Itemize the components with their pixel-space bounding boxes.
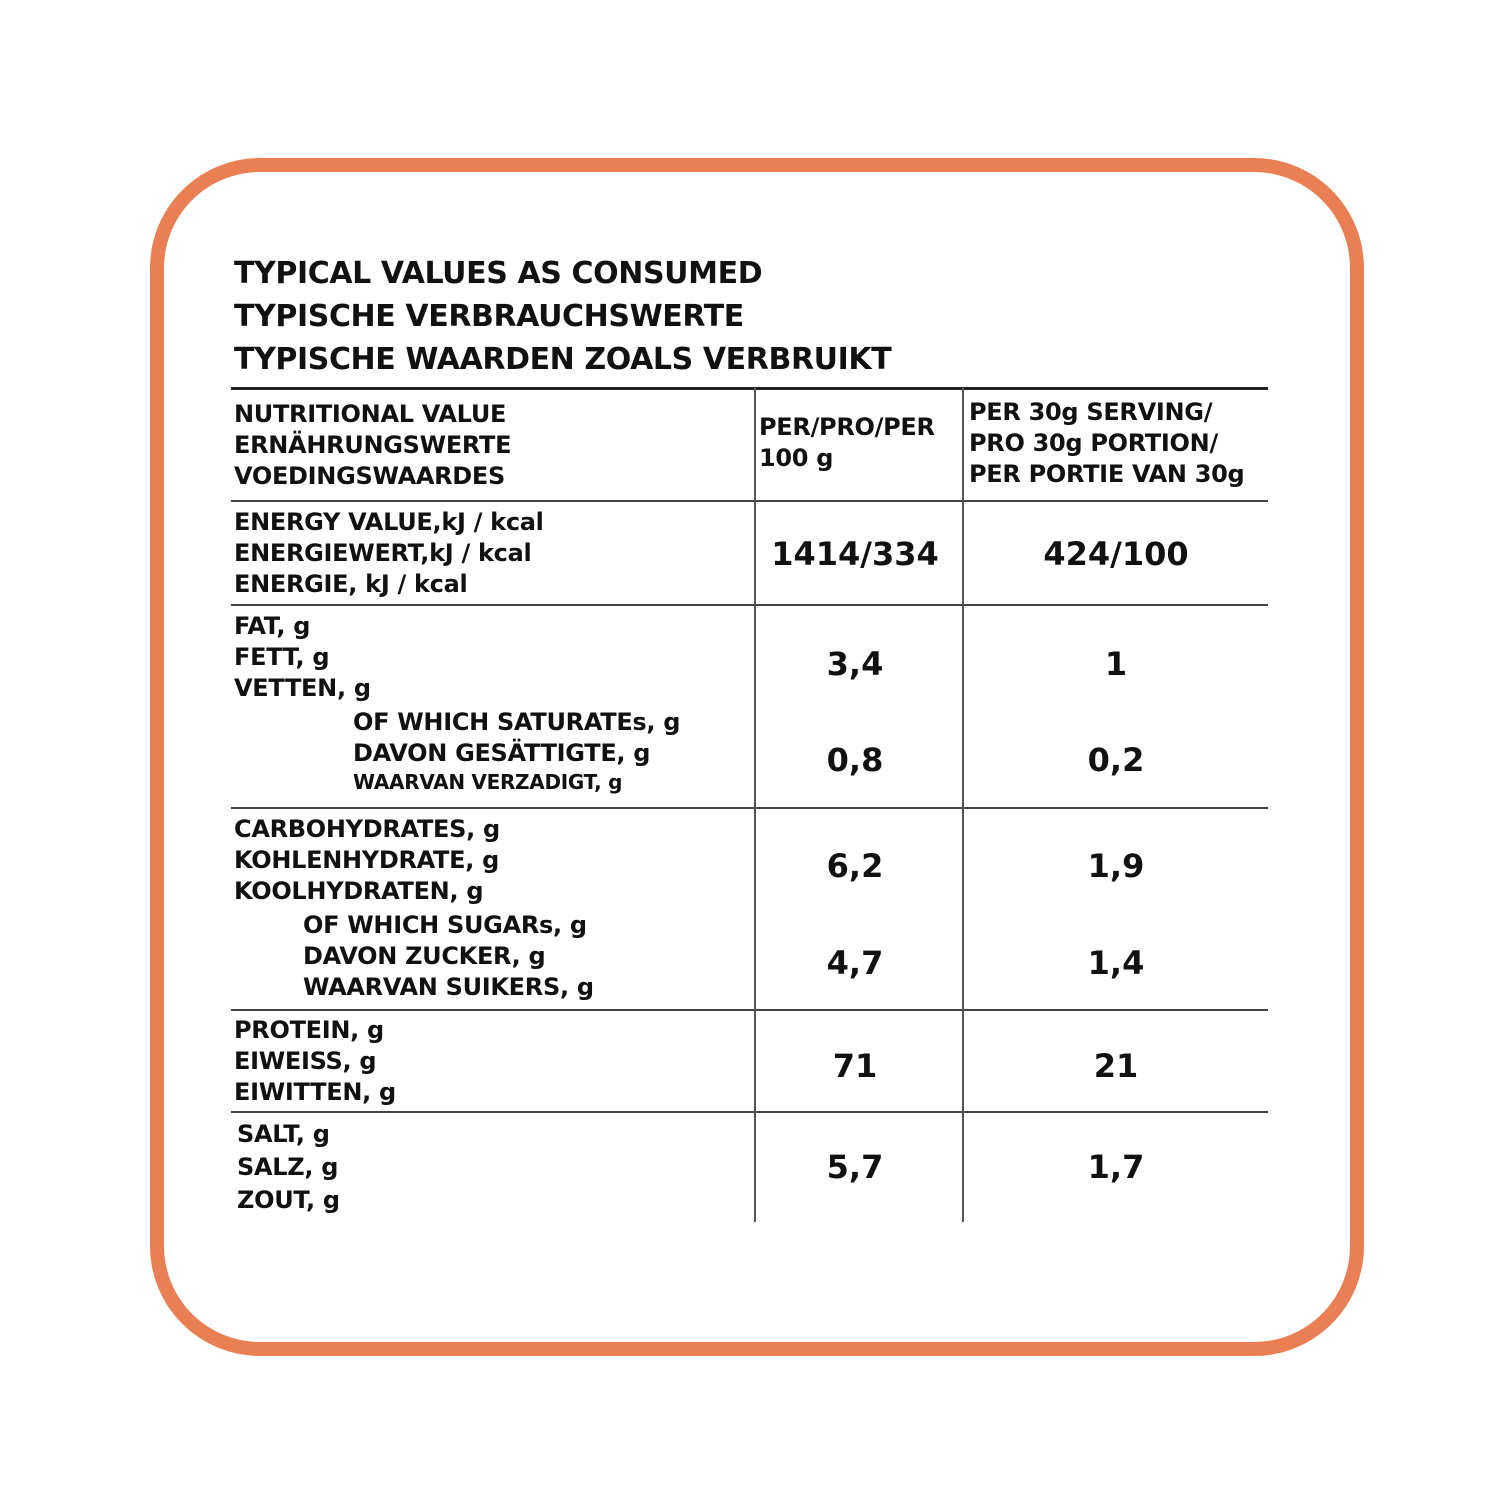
fat-per-serving: 1 bbox=[1104, 645, 1128, 683]
row-label-carbohydrates: CARBOHYDRATES, g KOHLENHYDRATE, g KOOLHYDRATEN, g bbox=[234, 815, 500, 905]
sugars-per-serving: 1,4 bbox=[1087, 944, 1145, 982]
row-label-protein: PROTEIN, g EIWEISS, g EIWITTEN, g bbox=[234, 1016, 396, 1106]
title-line-en: TYPICAL VALUES AS CONSUMED bbox=[234, 256, 763, 291]
row-divider bbox=[231, 1111, 1268, 1113]
saturates-per-100g: 0,8 bbox=[826, 741, 884, 779]
row-divider bbox=[231, 604, 1268, 606]
row-label-energy: ENERGY VALUE,kJ / kcal ENERGIEWERT,kJ / kcal ENERGIE, kJ / kcal bbox=[234, 508, 544, 598]
salt-per-100g: 5,7 bbox=[826, 1148, 884, 1186]
row-divider bbox=[231, 500, 1268, 502]
protein-per-100g: 71 bbox=[832, 1047, 878, 1085]
header-nutritional-value: NUTRITIONAL VALUE ERNÄHRUNGSWERTE VOEDINGSWAARDES bbox=[234, 400, 512, 490]
column-divider bbox=[754, 387, 756, 1222]
row-label-salt: SALT, g SALZ, g ZOUT, g bbox=[237, 1120, 340, 1214]
row-label-sugars: OF WHICH SUGARs, g DAVON ZUCKER, g WAARVAN SUIKERS, g bbox=[303, 911, 594, 1001]
carbohydrates-per-serving: 1,9 bbox=[1087, 847, 1145, 885]
row-label-saturates: OF WHICH SATURATEs, g DAVON GESÄTTIGTE, g WAARVAN VERZADIGT, g bbox=[353, 708, 681, 794]
table-title bbox=[234, 252, 891, 381]
protein-per-serving: 21 bbox=[1093, 1047, 1139, 1085]
nutrition-table bbox=[231, 387, 1268, 1222]
table-top-rule bbox=[231, 387, 1268, 390]
energy-per-serving: 424/100 bbox=[1043, 535, 1189, 573]
title-line-de: TYPISCHE VERBRAUCHSWERTE bbox=[234, 299, 744, 334]
carbohydrates-per-100g: 6,2 bbox=[826, 847, 884, 885]
title-line-nl: TYPISCHE WAARDEN ZOALS VERBRUIKT bbox=[234, 342, 892, 377]
sugars-per-100g: 4,7 bbox=[826, 944, 884, 982]
header-per-100g: PER/PRO/PER 100 g bbox=[759, 413, 935, 472]
fat-per-100g: 3,4 bbox=[826, 645, 884, 683]
energy-per-100g: 1414/334 bbox=[771, 535, 939, 573]
column-divider bbox=[962, 387, 964, 1222]
saturates-per-serving: 0,2 bbox=[1087, 741, 1145, 779]
row-divider bbox=[231, 807, 1268, 809]
salt-per-serving: 1,7 bbox=[1087, 1148, 1145, 1186]
row-divider bbox=[231, 1009, 1268, 1011]
row-label-fat: FAT, g FETT, g VETTEN, g bbox=[234, 612, 371, 702]
header-per-serving: PER 30g SERVING/ PRO 30g PORTION/ PER PORTIE VAN 30g bbox=[969, 398, 1245, 488]
